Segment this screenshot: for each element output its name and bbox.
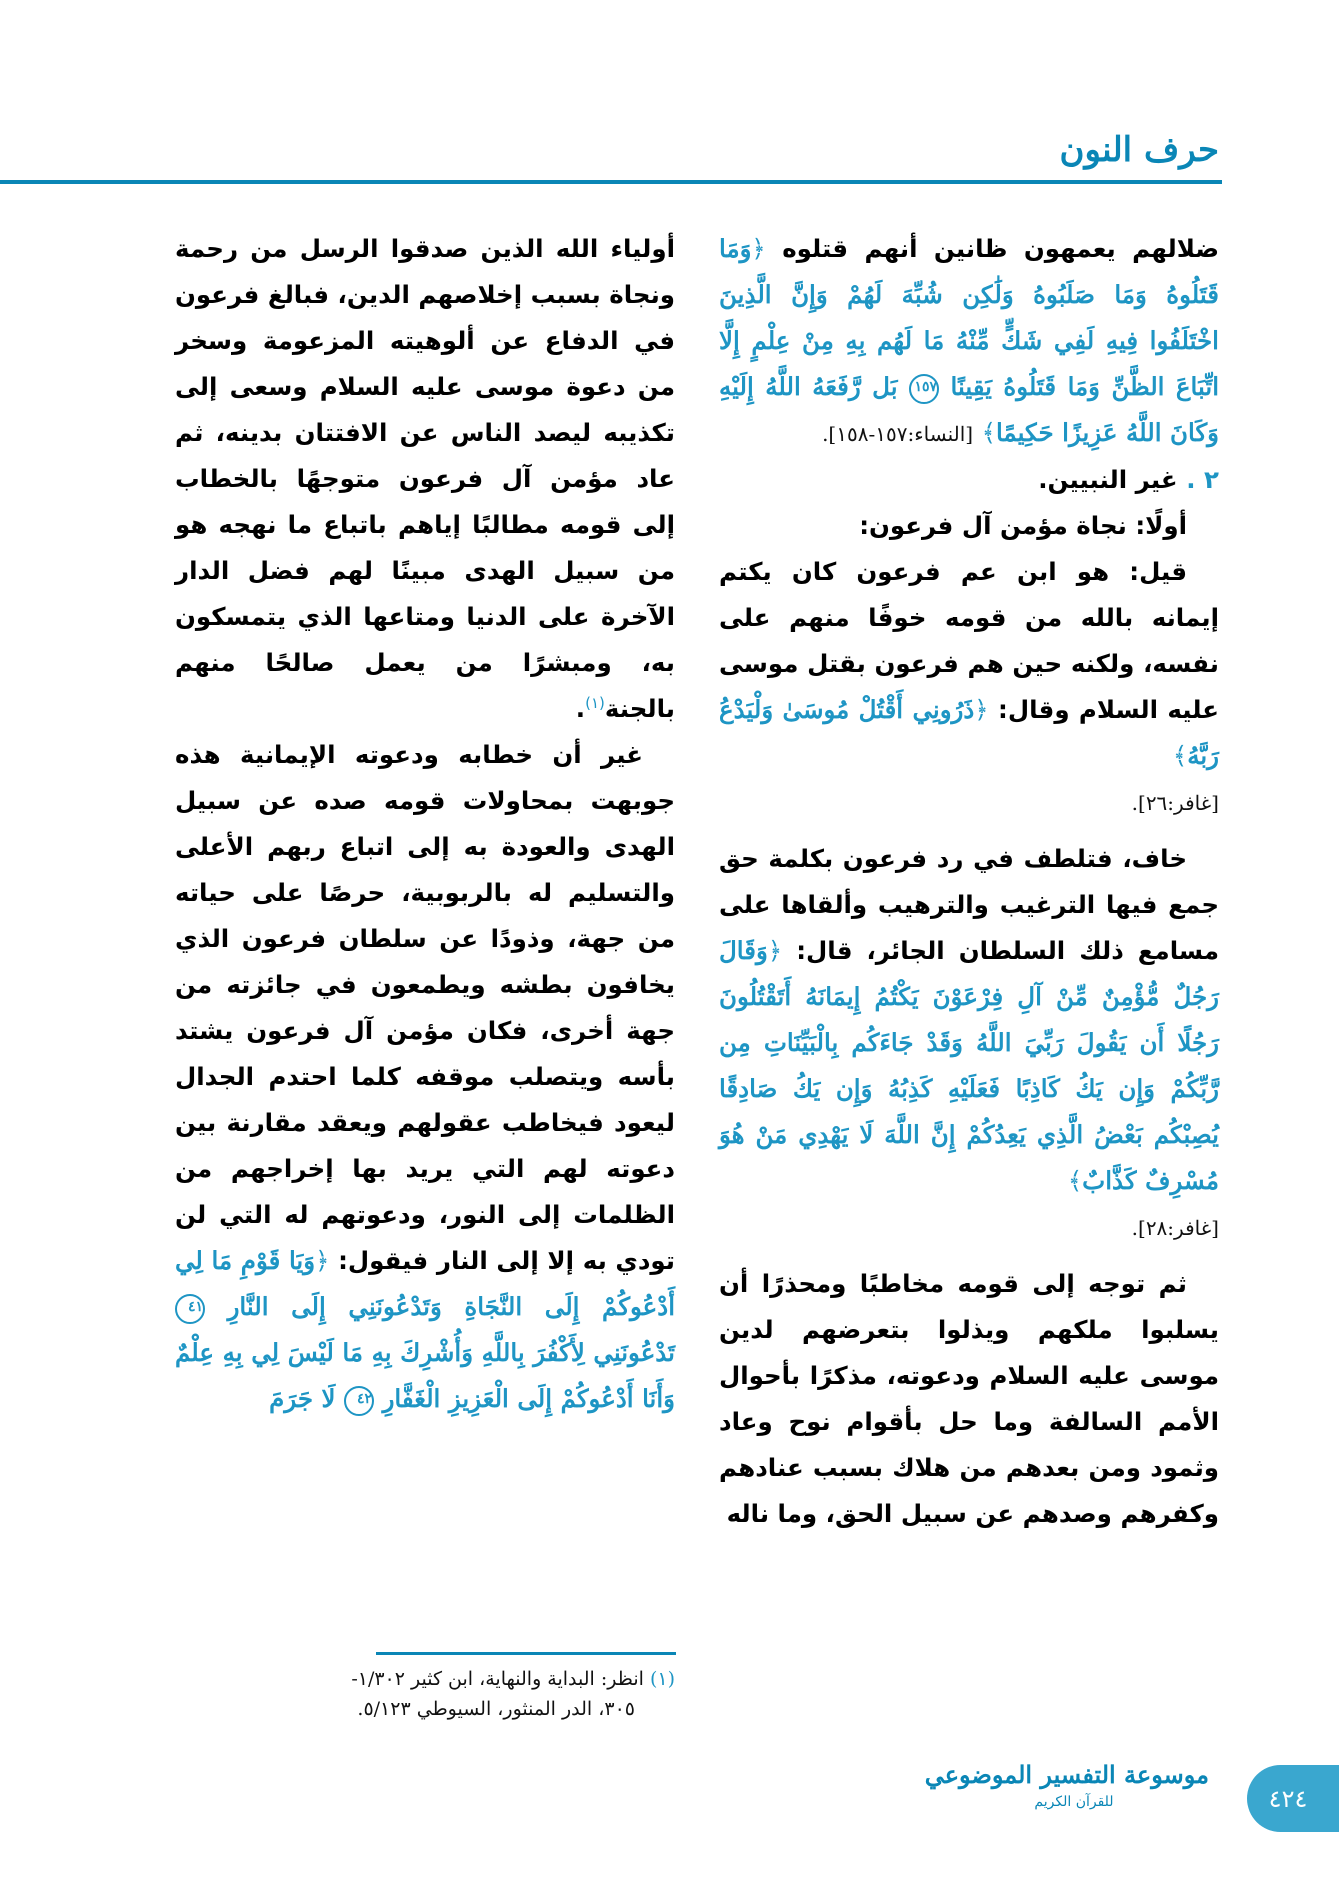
paragraph: [719, 549, 1219, 826]
paragraph: [175, 226, 675, 732]
body-text: أولياء الله الذين صدقوا الرسل من رحمة ونجاة بسبب إخلاصهم الدين، فبالغ فرعون في الدفاع عن ألوهيته المزعومة وسخر من دعوة موسى عليه السلام وسعى إلى تكذيبه ليصد الناس عن الافتتان بدينه، ثم عاد مؤمن آل فرعون متوجهًا بالخطاب إلى قومه مطالبًا إياهم باتباع ما نهجه هو من سبيل الهدى مبينًا لهم فضل الدار الآخرة على الدنيا ومتاعها الذي يتمسكون به، ومبشرًا من يعمل صالحًا منهم بالجنة: [175, 234, 675, 723]
quran-text: لَا جَرَمَ: [269, 1384, 336, 1413]
quran-text: بَل رَّفَعَهُ اللَّهُ إِلَيْهِ وَكَانَ اللَّهُ عَزِيزًا حَكِيمًا: [719, 372, 1219, 447]
footnote-divider: [376, 1652, 676, 1655]
footnote-number: (١): [649, 1668, 675, 1690]
ornate-bracket-open-icon: ﴿: [974, 695, 989, 724]
body-text: قيل: هو ابن عم فرعون كان يكتم إيمانه بالله من قومه خوفًا منهم على نفسه، ولكنه حين هم فرعون بقتل موسى عليه السلام وقال:: [719, 557, 1219, 724]
ornate-bracket-close-icon: ﴾: [1172, 741, 1188, 770]
section-heading: [719, 457, 1219, 503]
footnote-marker[interactable]: (١): [585, 693, 605, 712]
paragraph: ثم توجه إلى قومه مخاطبًا ومحذرًا أن يسلبوا ملكهم ويذلوا بتعرضهم لدين موسى عليه السلام ودعوته، مذكرًا بأحوال الأمم السالفة وما حل بأقوام نوح وعاد وثمود ومن بعدهم من هلاك بسبب عنادهم وكفرهم وصدهم عن سبيل الحق، وما ناله: [719, 1269, 1219, 1528]
paragraph: [175, 732, 675, 1422]
ornate-bracket-close-icon: ﴾: [981, 418, 996, 447]
ayah-number-marker: ٤٢: [344, 1386, 374, 1416]
quran-text: تَدْعُونَنِي لِأَكْفُرَ بِاللَّهِ وَأُشْرِكَ بِهِ مَا لَيْسَ لِي بِهِ عِلْمٌ وَأَنَا أَدْعُوكُمْ إِلَى الْعَزِيزِ الْغَفَّارِ: [175, 1338, 675, 1413]
logo-title: موسوعة التفسير الموضوعي: [924, 1760, 1209, 1789]
header-divider: [0, 180, 1222, 184]
quran-text: وَمَا قَتَلُوهُ وَمَا صَلَبُوهُ وَلَٰكِن شُبِّهَ لَهُمْ وَإِنَّ الَّذِينَ اخْتَلَفُوا فِيهِ لَفِي شَكٍّ مِّنْهُ مَا لَهُم بِهِ مِنْ عِلْمٍ إِلَّا اتِّبَاعَ الظَّنِّ وَمَا قَتَلُوهُ يَقِينًا: [719, 234, 1220, 401]
verse-reference: [غافر:٢٦].: [1131, 791, 1219, 815]
quran-verse: [719, 936, 1219, 1195]
ornate-bracket-open-icon: ﴿: [751, 234, 766, 263]
paragraph: [719, 836, 1219, 1251]
logo-subtitle: للقرآن الكريم: [1034, 1794, 1114, 1810]
right-column: [719, 226, 1219, 1537]
page-number-badge: [1247, 1765, 1339, 1832]
encyclopedia-logo: [924, 1758, 1209, 1812]
page-number: ٤٢٤: [1268, 1784, 1308, 1813]
ornate-bracket-open-icon: ﴿: [767, 936, 783, 965]
section-number: ٢: [1204, 465, 1219, 494]
verse-reference: [النساء:١٥٧-١٥٨].: [822, 422, 974, 446]
section-number-dot: .: [1186, 465, 1196, 494]
left-column: [175, 226, 675, 1422]
quran-text: وَقَالَ رَجُلٌ مُّؤْمِنٌ مِّنْ آلِ فِرْعَوْنَ يَكْتُمُ إِيمَانَهُ أَتَقْتُلُونَ رَجُلًا أَن يَقُولَ رَبِّيَ اللَّهُ وَقَدْ جَاءَكُم بِالْبَيِّنَاتِ مِن رَّبِّكُمْ وَإِن يَكُ كَاذِبًا فَعَلَيْهِ كَذِبُهُ وَإِن يَكُ صَادِقًا يُصِبْكُم بَعْضُ الَّذِي يَعِدُكُمْ إِنَّ اللَّهَ لَا يَهْدِي مَنْ هُوَ مُسْرِفٌ كَذَّابٌ: [719, 936, 1219, 1195]
body-text: ضلالهم يعمهون ظانين أنهم قتلوه: [782, 234, 1219, 263]
ornate-bracket-close-icon: ﴾: [1067, 1166, 1083, 1195]
verse-reference: [غافر:٢٨].: [1131, 1216, 1219, 1240]
ornate-bracket-open-icon: ﴿: [315, 1246, 330, 1275]
quran-verse: [719, 234, 1219, 447]
body-text: خاف، فتلطف في رد فرعون بكلمة حق جمع فيها الترغيب والترهيب وألقاها على مسامع ذلك السلطان الجائر، قال:: [719, 844, 1219, 965]
subsection-heading: أولًا: نجاة مؤمن آل فرعون:: [859, 511, 1187, 540]
body-text: غير أن خطابه ودعوته الإيمانية هذه جوبهت بمحاولات قومه صده عن سبيل الهدى والعودة به إلى اتباع ربهم الأعلى والتسليم له بالربوبية، حرصًا على حياته من جهة، وذودًا عن سلطان فرعون الذي يخافون بطشه ويطمعون في جائزته من جهة أخرى، فكان مؤمن آل فرعون يشتد بأسه ويتصلب موقفه كلما احتدم الجدال ليعود فيخاطب عقولهم ويعقد مقارنة بين دعوته لهم التي يريد بها إخراجهم من الظلمات إلى النور، ودعوتهم له التي لن تودي به إلا إلى النار فيقول:: [175, 740, 675, 1275]
section-title: غير النبيين.: [1038, 465, 1178, 494]
quran-text: وَيَا قَوْمِ مَا لِي أَدْعُوكُمْ إِلَى النَّجَاةِ وَتَدْعُونَنِي إِلَى النَّارِ: [175, 1246, 676, 1321]
footnote-text: انظر: البداية والنهاية، ابن كثير ١/٣٠٢-: [351, 1668, 644, 1690]
quran-text: ذَرُونِي أَقْتُلْ مُوسَىٰ وَلْيَدْعُ رَبَّهُ: [719, 695, 1219, 770]
paragraph: [719, 226, 1219, 457]
ayah-number-marker: ١٥٧: [909, 374, 939, 404]
footnote: [175, 1664, 675, 1724]
footnote-text: ٣٠٥، الدر المنثور، السيوطي ٥/١٢٣.: [357, 1698, 635, 1720]
ayah-number-marker: ٤١: [175, 1294, 205, 1324]
chapter-title: حرف النون: [1059, 130, 1219, 170]
sentence-end: .: [575, 694, 586, 723]
